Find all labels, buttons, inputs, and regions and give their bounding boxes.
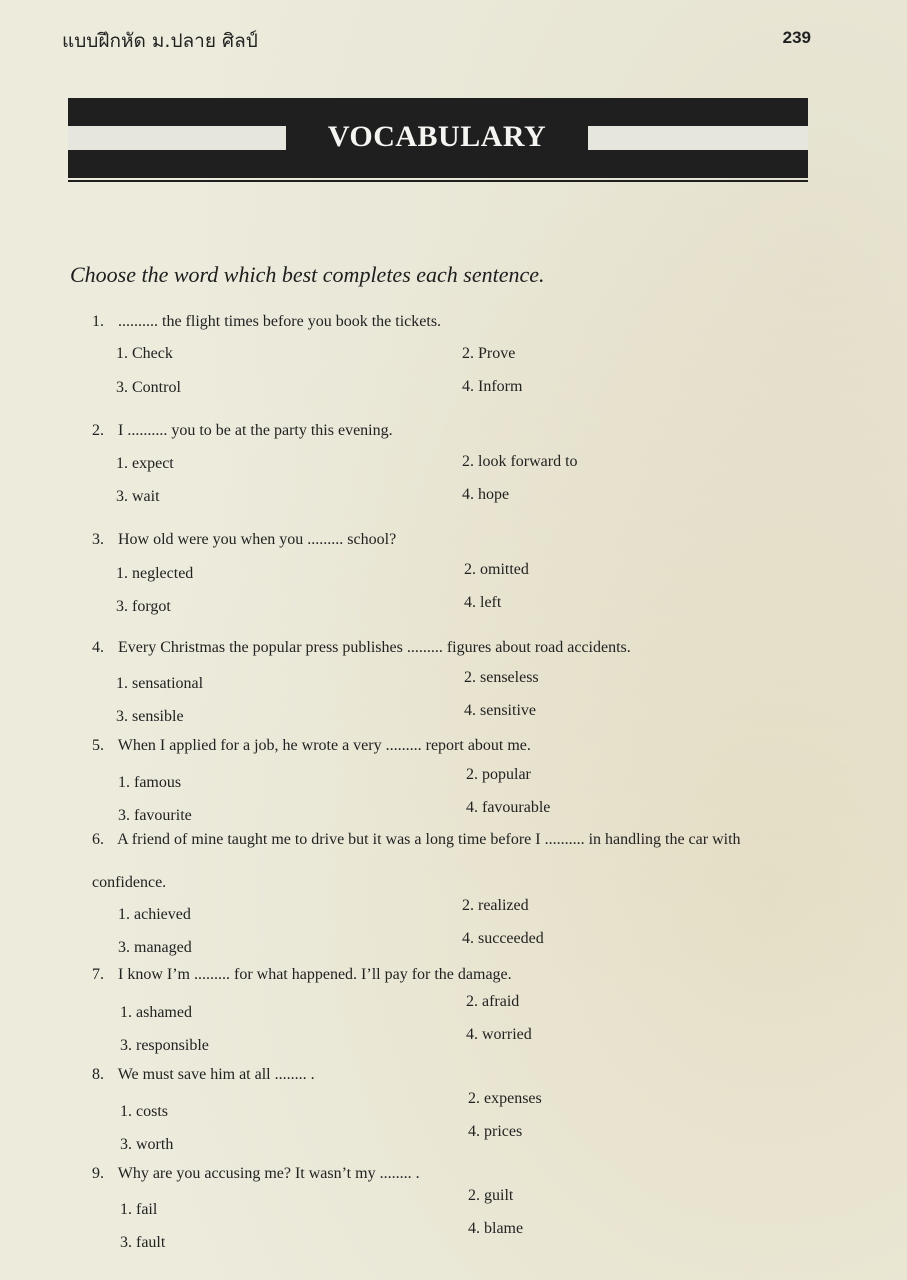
option-3: 3. wait [116,488,160,505]
option-3: 3. responsible [120,1037,209,1054]
option-1: 1. ashamed [120,1004,192,1021]
page-number: 239 [782,28,811,47]
option-4: 4. worried [466,1026,532,1043]
option-2: 2. afraid [466,993,520,1010]
question-number: 5. [92,737,104,754]
question-3 [92,531,396,549]
option-1: 1. sensational [116,675,204,692]
question-8 [92,1066,315,1084]
question-text: When I applied for a job, he wrote a very ......... report about me. [117,737,531,754]
question-number: 7. [92,966,104,983]
option-2: 2. look forward to [462,453,578,470]
question-7 [92,966,512,984]
option-4: 4. blame [468,1220,524,1237]
option-1: 1. Check [116,345,173,362]
question-6 [92,818,812,904]
option-4: 4. favourable [466,799,551,816]
question-text: .......... the flight times before you book the tickets. [118,313,442,330]
option-3: 3. sensible [116,708,184,725]
option-3: 3. Control [116,379,181,396]
option-1: 1. achieved [118,906,191,923]
instructions: Choose the word which best completes each sentence. [70,262,545,287]
option-3: 3. fault [120,1234,166,1251]
section-title: VOCABULARY [327,120,547,153]
question-2 [92,422,393,440]
option-4: 4. hope [462,486,510,503]
question-text: Why are you accusing me? It wasn’t my ........ . [117,1165,420,1182]
option-1: 1. expect [116,455,174,472]
question-9 [92,1165,420,1183]
question-number: 6. [92,831,104,848]
section-banner [68,98,808,182]
running-head: แบบฝึกหัด ม.ปลาย ศิลป์ [62,30,258,52]
option-4: 4. left [464,594,502,611]
option-4: 4. succeeded [462,930,544,947]
option-3: 3. favourite [118,807,192,824]
option-3: 3. forgot [116,598,171,615]
option-4: 4. sensitive [464,702,536,719]
question-text: I .......... you to be at the party this evening. [118,422,393,439]
option-2: 2. Prove [462,345,516,362]
option-2: 2. senseless [464,669,539,686]
question-number: 3. [92,531,104,548]
question-text: How old were you when you ......... school? [118,531,397,548]
question-text: Every Christmas the popular press publishes ......... figures about road accidents. [118,639,631,656]
option-3: 3. managed [118,939,192,956]
option-1: 1. costs [120,1103,168,1120]
question-4 [92,639,631,657]
option-1: 1. famous [118,774,182,791]
question-text: We must save him at all ........ . [117,1066,315,1083]
question-text: A friend of mine taught me to drive but it was a long time before I .......... in handling the car with confidence. [92,831,741,891]
option-4: 4. Inform [462,378,523,395]
question-number: 2. [92,422,104,439]
question-number: 1. [92,313,104,330]
option-1: 1. fail [120,1201,158,1218]
question-number: 9. [92,1165,104,1182]
question-text: I know I’m ......... for what happened. I’ll pay for the damage. [118,966,512,983]
option-2: 2. expenses [468,1090,542,1107]
option-2: 2. realized [462,897,529,914]
option-2: 2. popular [466,766,531,783]
question-1 [92,313,441,331]
option-2: 2. omitted [464,561,529,578]
option-1: 1. neglected [116,565,194,582]
question-number: 4. [92,639,104,656]
question-5 [92,737,531,755]
question-number: 8. [92,1066,104,1083]
option-4: 4. prices [468,1123,523,1140]
option-2: 2. guilt [468,1187,514,1204]
option-3: 3. worth [120,1136,174,1153]
